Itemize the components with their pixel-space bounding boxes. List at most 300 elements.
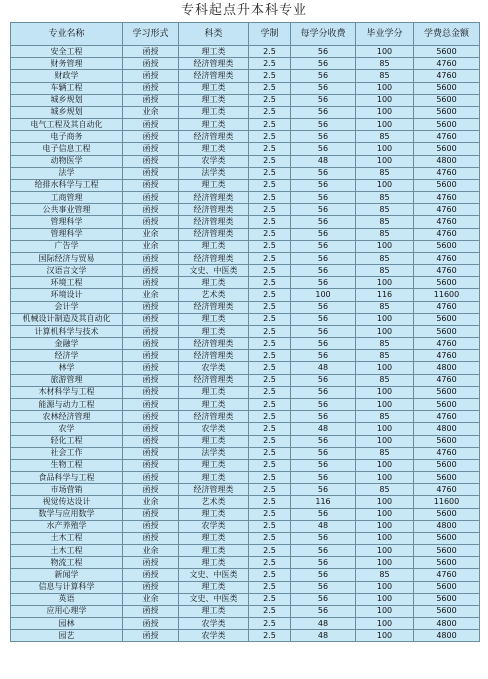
cell-category: 经济管理类	[179, 204, 249, 216]
cell-graduation-credits: 100	[356, 459, 414, 471]
table-row	[11, 496, 480, 508]
cell-major: 会计学	[11, 301, 123, 313]
cell-duration: 2.5	[249, 496, 291, 508]
cell-graduation-credits: 85	[356, 350, 414, 362]
table-row	[11, 204, 480, 216]
cell-study-form: 函授	[123, 362, 179, 374]
cell-duration: 2.5	[249, 459, 291, 471]
cell-category: 文史、中医类	[179, 593, 249, 605]
cell-study-form: 业余	[123, 593, 179, 605]
cell-duration: 2.5	[249, 520, 291, 532]
cell-major: 能源与动力工程	[11, 398, 123, 410]
cell-total-tuition: 5600	[414, 593, 480, 605]
cell-major: 物流工程	[11, 557, 123, 569]
cell-fee-per-credit: 56	[291, 447, 356, 459]
cell-major: 数学与应用数学	[11, 508, 123, 520]
cell-study-form: 函授	[123, 277, 179, 289]
cell-graduation-credits: 85	[356, 167, 414, 179]
cell-total-tuition: 5600	[414, 82, 480, 94]
cell-study-form: 函授	[123, 569, 179, 581]
cell-duration: 2.5	[249, 447, 291, 459]
cell-graduation-credits: 100	[356, 593, 414, 605]
header-total-tuition: 学费总金额	[414, 23, 480, 46]
cell-major: 城乡规划	[11, 106, 123, 118]
cell-duration: 2.5	[249, 435, 291, 447]
cell-total-tuition: 4760	[414, 167, 480, 179]
cell-graduation-credits: 85	[356, 338, 414, 350]
cell-total-tuition: 4760	[414, 228, 480, 240]
cell-graduation-credits: 100	[356, 557, 414, 569]
cell-total-tuition: 5600	[414, 106, 480, 118]
cell-category: 理工类	[179, 557, 249, 569]
cell-category: 经济管理类	[179, 484, 249, 496]
cell-study-form: 函授	[123, 423, 179, 435]
table-row	[11, 374, 480, 386]
cell-category: 农学类	[179, 423, 249, 435]
cell-category: 理工类	[179, 277, 249, 289]
cell-graduation-credits: 100	[356, 496, 414, 508]
table-row	[11, 435, 480, 447]
cell-duration: 2.5	[249, 484, 291, 496]
cell-major: 财务管理	[11, 58, 123, 70]
table-row	[11, 386, 480, 398]
cell-fee-per-credit: 56	[291, 119, 356, 131]
cell-total-tuition: 4760	[414, 131, 480, 143]
cell-graduation-credits: 100	[356, 325, 414, 337]
cell-graduation-credits: 116	[356, 289, 414, 301]
cell-graduation-credits: 100	[356, 581, 414, 593]
cell-graduation-credits: 85	[356, 192, 414, 204]
table-row	[11, 423, 480, 435]
cell-total-tuition: 5600	[414, 46, 480, 58]
table-row	[11, 532, 480, 544]
cell-total-tuition: 5600	[414, 459, 480, 471]
cell-graduation-credits: 100	[356, 106, 414, 118]
cell-study-form: 函授	[123, 204, 179, 216]
cell-category: 理工类	[179, 119, 249, 131]
table-row	[11, 472, 480, 484]
cell-major: 园林	[11, 618, 123, 630]
cell-study-form: 函授	[123, 350, 179, 362]
cell-duration: 2.5	[249, 301, 291, 313]
cell-total-tuition: 5600	[414, 532, 480, 544]
cell-duration: 2.5	[249, 265, 291, 277]
cell-graduation-credits: 100	[356, 520, 414, 532]
cell-category: 经济管理类	[179, 350, 249, 362]
cell-major: 旅游管理	[11, 374, 123, 386]
majors-table	[10, 22, 480, 642]
cell-duration: 2.5	[249, 179, 291, 191]
cell-category: 经济管理类	[179, 338, 249, 350]
cell-fee-per-credit: 56	[291, 605, 356, 617]
cell-study-form: 函授	[123, 313, 179, 325]
table-row	[11, 192, 480, 204]
cell-category: 艺术类	[179, 496, 249, 508]
cell-study-form: 函授	[123, 630, 179, 642]
cell-total-tuition: 4760	[414, 192, 480, 204]
cell-major: 园艺	[11, 630, 123, 642]
cell-study-form: 函授	[123, 143, 179, 155]
cell-study-form: 函授	[123, 618, 179, 630]
cell-fee-per-credit: 56	[291, 350, 356, 362]
header-graduation-credits: 毕业学分	[356, 23, 414, 46]
cell-major: 应用心理学	[11, 605, 123, 617]
cell-category: 理工类	[179, 472, 249, 484]
cell-category: 理工类	[179, 398, 249, 410]
cell-fee-per-credit: 56	[291, 532, 356, 544]
cell-total-tuition: 4760	[414, 301, 480, 313]
cell-category: 经济管理类	[179, 374, 249, 386]
cell-total-tuition: 11600	[414, 289, 480, 301]
cell-major: 安全工程	[11, 46, 123, 58]
cell-graduation-credits: 100	[356, 435, 414, 447]
table-row	[11, 618, 480, 630]
cell-study-form: 业余	[123, 240, 179, 252]
cell-duration: 2.5	[249, 630, 291, 642]
cell-major: 动物医学	[11, 155, 123, 167]
cell-duration: 2.5	[249, 167, 291, 179]
cell-fee-per-credit: 56	[291, 545, 356, 557]
cell-duration: 2.5	[249, 618, 291, 630]
table-row	[11, 131, 480, 143]
cell-total-tuition: 5600	[414, 313, 480, 325]
cell-major: 给排水科学与工程	[11, 179, 123, 191]
cell-graduation-credits: 100	[356, 82, 414, 94]
cell-duration: 2.5	[249, 252, 291, 264]
cell-fee-per-credit: 56	[291, 386, 356, 398]
cell-fee-per-credit: 56	[291, 167, 356, 179]
cell-study-form: 业余	[123, 289, 179, 301]
cell-total-tuition: 4800	[414, 630, 480, 642]
cell-total-tuition: 4800	[414, 618, 480, 630]
cell-graduation-credits: 100	[356, 618, 414, 630]
cell-fee-per-credit: 56	[291, 192, 356, 204]
cell-category: 理工类	[179, 143, 249, 155]
cell-category: 法学类	[179, 167, 249, 179]
table-row	[11, 277, 480, 289]
cell-fee-per-credit: 56	[291, 435, 356, 447]
cell-major: 公共事业管理	[11, 204, 123, 216]
cell-fee-per-credit: 56	[291, 265, 356, 277]
cell-total-tuition: 5600	[414, 179, 480, 191]
cell-major: 土木工程	[11, 532, 123, 544]
cell-graduation-credits: 85	[356, 252, 414, 264]
table-row	[11, 216, 480, 228]
cell-study-form: 函授	[123, 131, 179, 143]
cell-graduation-credits: 85	[356, 484, 414, 496]
table-row	[11, 265, 480, 277]
cell-total-tuition: 4760	[414, 204, 480, 216]
cell-major: 电气工程及其自动化	[11, 119, 123, 131]
cell-study-form: 函授	[123, 605, 179, 617]
cell-fee-per-credit: 56	[291, 70, 356, 82]
table-row	[11, 557, 480, 569]
cell-fee-per-credit: 56	[291, 240, 356, 252]
cell-total-tuition: 5600	[414, 472, 480, 484]
cell-fee-per-credit: 56	[291, 301, 356, 313]
cell-study-form: 函授	[123, 435, 179, 447]
table-row	[11, 338, 480, 350]
cell-study-form: 函授	[123, 532, 179, 544]
cell-duration: 2.5	[249, 240, 291, 252]
cell-fee-per-credit: 56	[291, 131, 356, 143]
cell-total-tuition: 4760	[414, 411, 480, 423]
table-row	[11, 70, 480, 82]
cell-graduation-credits: 100	[356, 143, 414, 155]
cell-study-form: 函授	[123, 192, 179, 204]
cell-study-form: 函授	[123, 119, 179, 131]
cell-category: 农学类	[179, 155, 249, 167]
cell-major: 木材科学与工程	[11, 386, 123, 398]
cell-duration: 2.5	[249, 532, 291, 544]
cell-duration: 2.5	[249, 58, 291, 70]
cell-total-tuition: 5600	[414, 94, 480, 106]
cell-major: 城乡规划	[11, 94, 123, 106]
cell-category: 理工类	[179, 545, 249, 557]
table-row	[11, 484, 480, 496]
cell-category: 理工类	[179, 435, 249, 447]
cell-study-form: 函授	[123, 325, 179, 337]
cell-major: 英语	[11, 593, 123, 605]
cell-study-form: 函授	[123, 447, 179, 459]
table-row	[11, 350, 480, 362]
cell-study-form: 函授	[123, 155, 179, 167]
cell-category: 理工类	[179, 82, 249, 94]
cell-study-form: 函授	[123, 374, 179, 386]
cell-duration: 2.5	[249, 204, 291, 216]
cell-graduation-credits: 100	[356, 545, 414, 557]
cell-category: 经济管理类	[179, 252, 249, 264]
table-row	[11, 508, 480, 520]
table-row	[11, 313, 480, 325]
cell-category: 文史、中医类	[179, 569, 249, 581]
cell-fee-per-credit: 56	[291, 216, 356, 228]
cell-category: 理工类	[179, 313, 249, 325]
cell-duration: 2.5	[249, 119, 291, 131]
cell-duration: 2.5	[249, 143, 291, 155]
cell-study-form: 函授	[123, 557, 179, 569]
cell-category: 理工类	[179, 94, 249, 106]
cell-fee-per-credit: 56	[291, 58, 356, 70]
cell-graduation-credits: 85	[356, 58, 414, 70]
cell-duration: 2.5	[249, 362, 291, 374]
cell-category: 理工类	[179, 581, 249, 593]
table-row	[11, 143, 480, 155]
table-row	[11, 46, 480, 58]
cell-category: 理工类	[179, 386, 249, 398]
table-row	[11, 240, 480, 252]
cell-category: 艺术类	[179, 289, 249, 301]
cell-major: 计算机科学与技术	[11, 325, 123, 337]
cell-study-form: 函授	[123, 520, 179, 532]
cell-major: 经济学	[11, 350, 123, 362]
cell-fee-per-credit: 56	[291, 508, 356, 520]
table-row	[11, 411, 480, 423]
cell-duration: 2.5	[249, 398, 291, 410]
cell-fee-per-credit: 56	[291, 569, 356, 581]
cell-category: 经济管理类	[179, 216, 249, 228]
cell-duration: 2.5	[249, 338, 291, 350]
cell-total-tuition: 5600	[414, 581, 480, 593]
cell-total-tuition: 4760	[414, 569, 480, 581]
cell-duration: 2.5	[249, 374, 291, 386]
cell-fee-per-credit: 56	[291, 204, 356, 216]
cell-fee-per-credit: 56	[291, 338, 356, 350]
cell-study-form: 函授	[123, 70, 179, 82]
cell-fee-per-credit: 56	[291, 484, 356, 496]
cell-major: 环境工程	[11, 277, 123, 289]
table-row	[11, 325, 480, 337]
cell-fee-per-credit: 116	[291, 496, 356, 508]
cell-major: 环境设计	[11, 289, 123, 301]
cell-fee-per-credit: 56	[291, 557, 356, 569]
header-category: 科类	[179, 23, 249, 46]
cell-graduation-credits: 100	[356, 362, 414, 374]
cell-graduation-credits: 85	[356, 447, 414, 459]
cell-study-form: 函授	[123, 459, 179, 471]
table-row	[11, 398, 480, 410]
cell-fee-per-credit: 48	[291, 155, 356, 167]
cell-fee-per-credit: 48	[291, 618, 356, 630]
cell-major: 机械设计制造及其自动化	[11, 313, 123, 325]
cell-total-tuition: 4760	[414, 447, 480, 459]
cell-major: 土木工程	[11, 545, 123, 557]
cell-total-tuition: 4760	[414, 58, 480, 70]
cell-total-tuition: 5600	[414, 119, 480, 131]
cell-category: 农学类	[179, 362, 249, 374]
cell-major: 社会工作	[11, 447, 123, 459]
cell-major: 农学	[11, 423, 123, 435]
cell-study-form: 函授	[123, 265, 179, 277]
cell-category: 经济管理类	[179, 411, 249, 423]
cell-graduation-credits: 85	[356, 216, 414, 228]
cell-category: 文史、中医类	[179, 265, 249, 277]
cell-fee-per-credit: 56	[291, 46, 356, 58]
table-row	[11, 82, 480, 94]
cell-study-form: 业余	[123, 228, 179, 240]
cell-total-tuition: 4800	[414, 520, 480, 532]
cell-total-tuition: 4760	[414, 216, 480, 228]
cell-category: 农学类	[179, 520, 249, 532]
cell-duration: 2.5	[249, 508, 291, 520]
cell-duration: 2.5	[249, 313, 291, 325]
cell-graduation-credits: 85	[356, 411, 414, 423]
cell-major: 管理科学	[11, 216, 123, 228]
cell-graduation-credits: 85	[356, 374, 414, 386]
cell-category: 理工类	[179, 605, 249, 617]
table-row	[11, 289, 480, 301]
cell-fee-per-credit: 48	[291, 520, 356, 532]
cell-duration: 2.5	[249, 411, 291, 423]
header-major: 专业名称	[11, 23, 123, 46]
cell-major: 法学	[11, 167, 123, 179]
cell-total-tuition: 4760	[414, 338, 480, 350]
cell-major: 工商管理	[11, 192, 123, 204]
cell-graduation-credits: 100	[356, 179, 414, 191]
cell-total-tuition: 5600	[414, 277, 480, 289]
cell-study-form: 函授	[123, 94, 179, 106]
cell-graduation-credits: 100	[356, 508, 414, 520]
table-row	[11, 545, 480, 557]
table-row	[11, 630, 480, 642]
cell-study-form: 函授	[123, 252, 179, 264]
cell-category: 经济管理类	[179, 192, 249, 204]
cell-total-tuition: 5600	[414, 325, 480, 337]
cell-category: 理工类	[179, 46, 249, 58]
cell-major: 农林经济管理	[11, 411, 123, 423]
cell-duration: 2.5	[249, 557, 291, 569]
cell-graduation-credits: 85	[356, 204, 414, 216]
cell-graduation-credits: 85	[356, 301, 414, 313]
cell-graduation-credits: 100	[356, 605, 414, 617]
cell-category: 农学类	[179, 618, 249, 630]
cell-duration: 2.5	[249, 216, 291, 228]
cell-duration: 2.5	[249, 386, 291, 398]
cell-graduation-credits: 100	[356, 386, 414, 398]
table-row	[11, 119, 480, 131]
cell-study-form: 函授	[123, 58, 179, 70]
cell-total-tuition: 5600	[414, 557, 480, 569]
cell-study-form: 函授	[123, 581, 179, 593]
cell-major: 新闻学	[11, 569, 123, 581]
cell-total-tuition: 5600	[414, 508, 480, 520]
cell-study-form: 函授	[123, 411, 179, 423]
cell-duration: 2.5	[249, 472, 291, 484]
cell-major: 财政学	[11, 70, 123, 82]
cell-major: 管理科学	[11, 228, 123, 240]
cell-fee-per-credit: 56	[291, 277, 356, 289]
cell-total-tuition: 4760	[414, 252, 480, 264]
table-row	[11, 94, 480, 106]
cell-fee-per-credit: 56	[291, 106, 356, 118]
cell-study-form: 函授	[123, 484, 179, 496]
cell-fee-per-credit: 56	[291, 459, 356, 471]
cell-study-form: 函授	[123, 82, 179, 94]
cell-duration: 2.5	[249, 106, 291, 118]
cell-category: 经济管理类	[179, 301, 249, 313]
cell-study-form: 函授	[123, 472, 179, 484]
cell-major: 信息与计算科学	[11, 581, 123, 593]
cell-graduation-credits: 100	[356, 46, 414, 58]
cell-study-form: 函授	[123, 398, 179, 410]
cell-category: 农学类	[179, 630, 249, 642]
cell-duration: 2.5	[249, 581, 291, 593]
cell-study-form: 业余	[123, 545, 179, 557]
cell-duration: 2.5	[249, 545, 291, 557]
table-row	[11, 155, 480, 167]
cell-major: 汉语言文学	[11, 265, 123, 277]
cell-major: 电子商务	[11, 131, 123, 143]
cell-total-tuition: 5600	[414, 386, 480, 398]
cell-major: 广告学	[11, 240, 123, 252]
cell-study-form: 函授	[123, 386, 179, 398]
cell-study-form: 函授	[123, 46, 179, 58]
cell-category: 经济管理类	[179, 228, 249, 240]
cell-total-tuition: 4760	[414, 374, 480, 386]
cell-major: 轻化工程	[11, 435, 123, 447]
cell-graduation-credits: 100	[356, 119, 414, 131]
cell-graduation-credits: 100	[356, 240, 414, 252]
table-row	[11, 58, 480, 70]
cell-graduation-credits: 100	[356, 94, 414, 106]
cell-graduation-credits: 100	[356, 532, 414, 544]
cell-major: 林学	[11, 362, 123, 374]
cell-fee-per-credit: 56	[291, 82, 356, 94]
cell-category: 理工类	[179, 508, 249, 520]
cell-fee-per-credit: 48	[291, 362, 356, 374]
cell-category: 经济管理类	[179, 70, 249, 82]
cell-major: 电子信息工程	[11, 143, 123, 155]
